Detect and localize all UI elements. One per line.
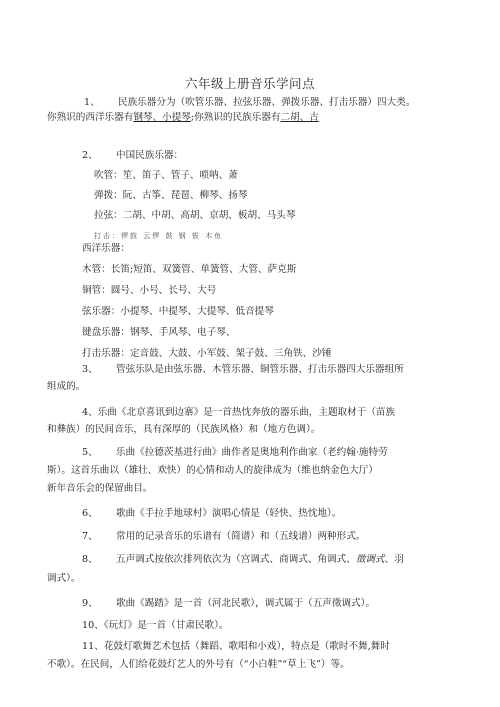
item-8-line-1 <box>82 554 404 566</box>
item-5-text: 乐曲《拉德茨基进行曲》曲作者是奥地利作曲家（老约翰·施特劳 <box>116 447 388 458</box>
item-5-line-2: 斯）。这首乐曲以（雄壮、欢快）的心情和动人的旋律成为（维也纳金色大厅） <box>47 465 378 476</box>
western-strings-list: 弦乐器：小提琴、中提琴、大提琴、低音提琴 <box>82 306 274 317</box>
item-2-heading <box>82 150 183 162</box>
item-9-number: 9、 <box>82 598 98 609</box>
item-6 <box>82 508 341 520</box>
item-8-zhi-mode: 徵调式 <box>355 554 385 565</box>
item-10 <box>82 620 229 632</box>
item-8-line-2: 调式）。 <box>47 573 81 584</box>
item-5-line-3: 新年音乐会的保留曲目。 <box>47 483 153 494</box>
western-brass-list: 铜管：圆号、小号、长号、大号 <box>82 285 217 296</box>
item-4-line-1 <box>82 407 395 419</box>
item-1-western-label: 你熟识的西洋乐器有 <box>47 112 134 123</box>
item-7-number: 7、 <box>82 531 98 542</box>
item-3-number: 3、 <box>82 364 98 375</box>
item-11-line-2: 不歌）。在民间，人们给花鼓灯艺人的外号有（“小白鞋”“草上飞”）等。 <box>47 659 350 670</box>
item-1-text: 民族乐器分为（吹管乐器、拉弦乐器、弹拨乐器、打击乐器）四大类。 <box>118 97 416 108</box>
item-4-text: 乐曲《北京喜讯到边寨》是一首热忱奔放的器乐曲，主题取材于（苗族 <box>97 407 396 418</box>
page-title: 六年级上册音乐学问点 <box>184 76 315 91</box>
item-1-line-1 <box>84 97 415 109</box>
item-1-line-2 <box>47 112 319 124</box>
item-11-number: 11、 <box>82 641 104 652</box>
item-10-number: 10、 <box>82 620 104 631</box>
item-8-number: 8、 <box>82 554 98 565</box>
western-keyboard-list: 键盘乐器：钢琴、手风琴、电子琴、 <box>82 327 236 338</box>
item-8-text: 五声调式按依次排列依次为（宫调式、商调式、角调式、 <box>116 554 356 565</box>
item-1-western-answer: 钢琴、小提琴 <box>133 112 191 123</box>
item-6-text: 歌曲《手拉手地球村》演唱心情是（轻快、热忱地）。 <box>116 508 342 519</box>
item-11-line-1 <box>82 641 390 653</box>
item-9 <box>82 598 375 610</box>
item-11-text: 花鼓灯歌舞艺术包括（舞蹈、歌唱和小戏），特点是（歌时不舞,舞时 <box>103 641 390 652</box>
item-2-number: 2、 <box>82 150 98 161</box>
item-5-line-1 <box>82 447 388 459</box>
folk-plucked-list: 弹拨：阮、古筝、琵琶、柳琴、扬琴 <box>94 190 248 201</box>
item-3-line-1 <box>82 364 404 376</box>
item-1-number: 1、 <box>84 97 100 108</box>
item-1-folk-answer: 二胡、古 <box>280 112 319 123</box>
western-woodwind-list: 木管：长笛;短笛、双簧管、单簧管、大管、萨克斯 <box>82 264 297 275</box>
folk-wind-list: 吹管：笙、笛子、管子、唢呐、萧 <box>94 170 238 181</box>
item-6-number: 6、 <box>82 508 98 519</box>
item-1-folk-label: ;你熟识的民族乐器有 <box>190 112 281 123</box>
folk-bowed-list: 拉弦：二胡、中胡、高胡、京胡、板胡、马头琴 <box>94 210 296 221</box>
item-3-line-2: 组成的。 <box>47 381 86 392</box>
folk-percussion-list: 打击：锣鼓 云锣 鼓 钢 钹 木鱼 <box>94 232 224 240</box>
item-4-line-2: 和彝族）的民间音乐，具有深厚的（民族风格）和（地方色调）。 <box>47 424 321 435</box>
item-7-text: 常用的记录音乐的乐谱有（简谱）和（五线谱）两种形式。 <box>116 531 366 542</box>
western-percussion-list: 打击乐器：定音鼓、大鼓、小军鼓、架子鼓、三角铁、沙锤 <box>82 348 332 359</box>
item-4-number: 4、 <box>82 407 98 418</box>
item-8-text-end: 、羽 <box>384 554 404 565</box>
item-2-heading-text: 中国民族乐器： <box>116 150 184 161</box>
item-7 <box>82 531 365 543</box>
item-9-text: 歌曲《踢踏》是一首（河北民歌），调式属于（五声徵调式）。 <box>116 598 376 609</box>
item-10-text: 《玩灯》是一首（甘肃民歌）。 <box>103 620 229 631</box>
item-3-text: 管弦乐队是由弦乐器、木管乐器、铜管乐器、打击乐器四大乐器组所 <box>116 364 404 375</box>
item-5-number: 5、 <box>82 447 98 458</box>
western-heading: 西洋乐器： <box>82 243 130 254</box>
